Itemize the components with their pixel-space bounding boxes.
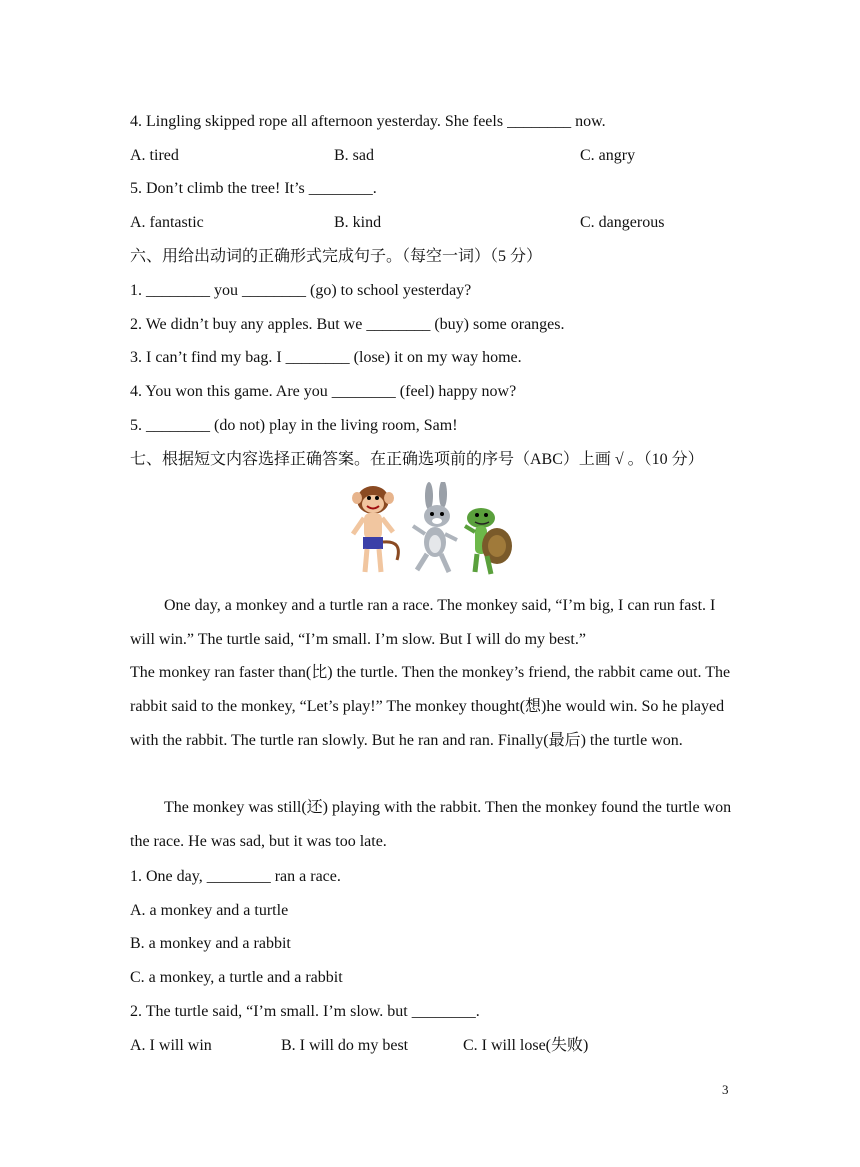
reading-question-2-stem: 2. The turtle said, “I’m small. I’m slow. but ________. bbox=[130, 1003, 480, 1020]
question-5-option-a: A. fantastic bbox=[130, 214, 204, 231]
passage-paragraph-1: One day, a monkey and a turtle ran a race. The monkey said, “I’m big, I can run fast. I will win.” The turtle said, “I’m small. I’m slow. But I will do my best.” bbox=[130, 597, 716, 648]
reading-question-1-option-a: A. a monkey and a turtle bbox=[130, 902, 289, 919]
question-5-option-c: C. dangerous bbox=[580, 214, 665, 231]
passage-paragraph-3: The monkey was still(还) playing with the rabbit. Then the monkey found the turtle won the race. He was sad, but it was too late. bbox=[130, 799, 732, 850]
reading-question-2-option-a: A. I will win bbox=[130, 1037, 212, 1054]
passage-paragraph-2: The monkey ran faster than(比) the turtle. Then the monkey’s friend, the rabbit came out. The rabbit said to the monkey, “Let’s play!” The monkey thought(想)he would win. So he played with the rabbit. The turtle ran slowly. But he ran and ran. Finally(最后) the turtle won. bbox=[130, 664, 731, 749]
section-7-title: 七、根据短文内容选择正确答案。在正确选项前的序号（ABC）上画 √ 。（10 分） bbox=[130, 451, 704, 468]
question-4-option-c: C. angry bbox=[580, 147, 636, 164]
turtle-icon bbox=[465, 508, 512, 574]
question-4-option-b: B. sad bbox=[334, 147, 374, 164]
story-illustration bbox=[345, 482, 517, 580]
reading-question-2-option-c: C. I will lose(失败) bbox=[463, 1037, 589, 1054]
section-6-item-4: 4. You won this game. Are you ________ (feel) happy now? bbox=[130, 383, 517, 400]
reading-question-1-option-c: C. a monkey, a turtle and a rabbit bbox=[130, 969, 343, 986]
monkey-icon bbox=[352, 486, 398, 572]
section-6-item-3: 3. I can’t find my bag. I ________ (lose) it on my way home. bbox=[130, 349, 522, 366]
section-6-item-1: 1. ________ you ________ (go) to school yesterday? bbox=[130, 282, 472, 299]
question-5-option-b: B. kind bbox=[334, 214, 382, 231]
page-number: 3 bbox=[722, 1082, 729, 1097]
question-5-stem: 5. Don’t climb the tree! It’s ________. bbox=[130, 180, 377, 197]
rabbit-icon bbox=[413, 482, 457, 572]
question-4-stem: 4. Lingling skipped rope all afternoon yesterday. She feels ________ now. bbox=[130, 113, 606, 130]
question-4-option-a: A. tired bbox=[130, 147, 179, 164]
reading-question-1-option-b: B. a monkey and a rabbit bbox=[130, 935, 291, 952]
section-6-item-5: 5. ________ (do not) play in the living room, Sam! bbox=[130, 417, 458, 434]
reading-question-1-stem: 1. One day, ________ ran a race. bbox=[130, 868, 341, 885]
section-6-item-2: 2. We didn’t buy any apples. But we ________ (buy) some oranges. bbox=[130, 316, 565, 333]
reading-question-2-option-b: B. I will do my best bbox=[281, 1037, 409, 1054]
section-6-title: 六、用给出动词的正确形式完成句子。（每空一词）（5 分） bbox=[130, 248, 543, 265]
